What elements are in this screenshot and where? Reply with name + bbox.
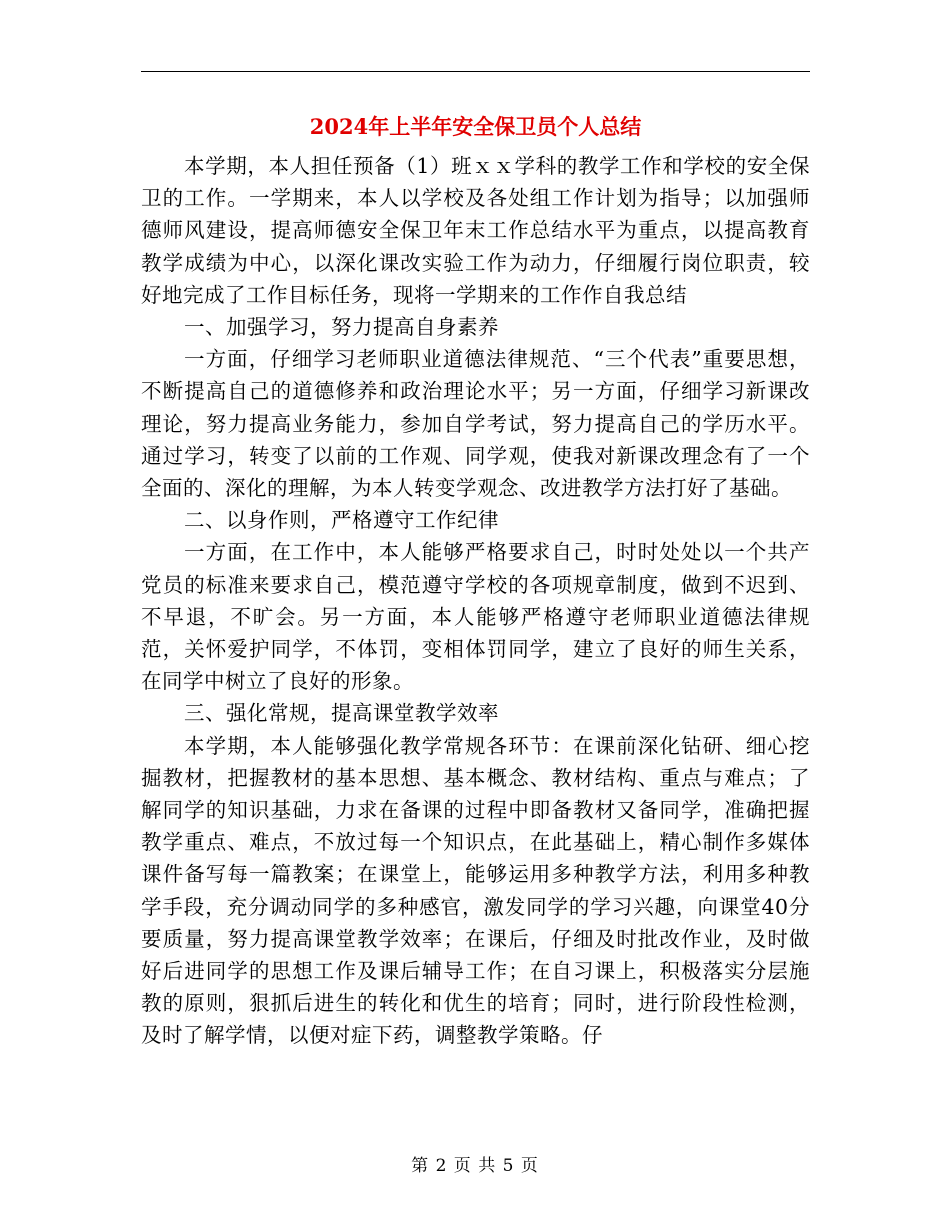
document-body bbox=[141, 150, 810, 1052]
section-heading-1: 一、加强学习，努力提高自身素养 bbox=[184, 315, 500, 340]
paragraph-2: 一方面，在工作中，本人能够严格要求自己，时时处处以一个共产党员的标准来要求自己，模范遵守学校的各项规章制度，做到不迟到、不早退，不旷会。另一方面，本人能够严格遵守老师职业道德法律规范，关怀爱护同学，不体罚，变相体罚同学，建立了良好的师生关系，在同学中树立了良好的形象。 bbox=[141, 540, 810, 694]
paragraph-intro: 本学期，本人担任预备（1）班ｘｘ学科的教学工作和学校的安全保卫的工作。一学期来，本人以学校及各处组工作计划为指导；以加强师德师风建设，提高师德安全保卫年末工作总结水平为重点，以提高教育教学成绩为中心，以深化课改实验工作为动力，仔细履行岗位职责，较好地完成了工作目标任务，现将一学期来的工作作自我总结 bbox=[141, 154, 810, 307]
header-rule bbox=[141, 71, 810, 72]
page-number-footer: 第 2 页 共 5 页 bbox=[411, 1156, 539, 1176]
paragraph-3: 本学期，本人能够强化教学常规各环节：在课前深化钻研、细心挖掘教材，把握教材的基本思想、基本概念、教材结构、重点与难点；了解同学的知识基础，力求在备课的过程中即备教材又备同学，准确把握教学重点、难点，不放过每一个知识点，在此基础上，精心制作多媒体课件备写每一篇教案；在课堂上，能够运用多种教学方法，利用多种教学手段，充分调动同学的多种感官，激发同学的学习兴趣，向课堂40分要质量，努力提高课堂教学效率；在课后，仔细及时批改作业，及时做好后进同学的思想工作及课后辅导工作；在自习课上，积极落实分层施教的原则，狠抓后进生的转化和优生的培育；同时，进行阶段性检测，及时了解学情，以便对症下药，调整教学策略。仔 bbox=[141, 733, 810, 1048]
section-heading-2: 二、以身作则，严格遵守工作纪律 bbox=[184, 508, 500, 533]
document-title: 2024年上半年安全保卫员个人总结 bbox=[309, 114, 642, 139]
section-heading-3: 三、强化常规，提高课堂教学效率 bbox=[184, 701, 500, 726]
paragraph-1: 一方面，仔细学习老师职业道德法律规范、“三个代表”重要思想，不断提高自己的道德修养和政治理论水平；另一方面，仔细学习新课改理论，努力提高业务能力，参加自学考试，努力提高自己的学历水平。通过学习，转变了以前的工作观、同学观，使我对新课改理念有了一个全面的、深化的理解，为本人转变学观念、改进教学方法打好了基础。 bbox=[141, 347, 810, 501]
